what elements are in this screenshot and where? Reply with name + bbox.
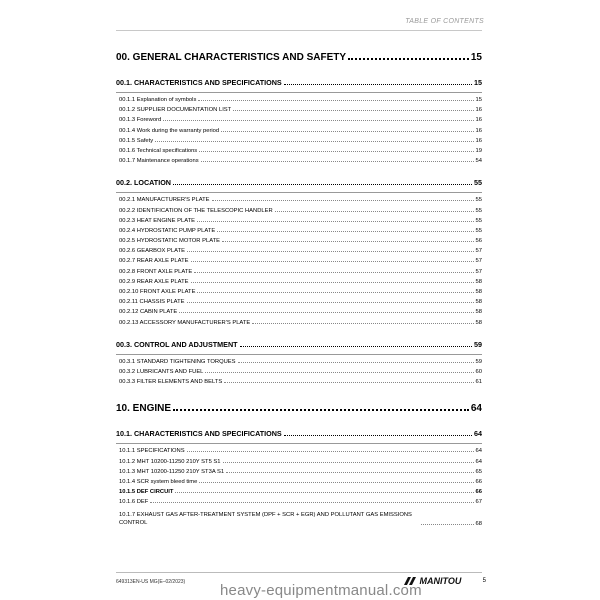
toc-item-label: 00.3.3 FILTER ELEMENTS AND BELTS (119, 379, 223, 386)
toc-item-label: 00.3.1 STANDARD TIGHTENING TORQUES (119, 358, 236, 365)
toc-item-page: 55 (475, 217, 482, 224)
leader-dots (252, 322, 473, 324)
leader-dots (155, 140, 473, 142)
toc-item[interactable] (116, 369, 482, 379)
toc-item-page: 19 (475, 147, 482, 154)
toc-item-page: 58 (475, 289, 482, 295)
toc-section-title: 00. GENERAL CHARACTERISTICS AND SAFETY (116, 52, 347, 63)
leader-dots (175, 491, 473, 493)
page-header-title: TABLE OF CONTENTS (405, 18, 484, 25)
toc-item-page: 59 (475, 358, 482, 365)
toc-item[interactable] (116, 117, 482, 127)
toc-item-label: 00.2.4 HYDROSTATIC PUMP PLATE (119, 227, 216, 234)
leader-dots (197, 291, 473, 293)
leader-dots (275, 210, 474, 212)
toc-item-page: 57 (475, 258, 482, 265)
toc-item-page: 66 (475, 478, 482, 485)
toc-item[interactable] (116, 97, 482, 107)
leader-dots (348, 57, 469, 60)
toc-subsection-00-1[interactable] (116, 78, 482, 90)
toc-item-page: 15 (475, 97, 482, 103)
toc-section-page: 64 (470, 403, 482, 415)
toc-subsection-title: 10.1. CHARACTERISTICS AND SPECIFICATIONS (116, 429, 282, 439)
toc-item-page: 54 (475, 158, 482, 165)
table-of-contents (116, 52, 482, 527)
toc-item-page: 64 (475, 458, 482, 465)
toc-item-page: 66 (475, 489, 482, 496)
leader-dots (150, 501, 473, 503)
toc-item-page: 67 (475, 499, 482, 506)
toc-item-label: 10.1.3 MHT 10200-11250 210Y ST3A S1 (119, 468, 225, 475)
toc-item-label: 00.1.5 Safety (119, 137, 154, 144)
subsection-rule (116, 354, 482, 355)
toc-item-page: 58 (475, 299, 482, 306)
leader-dots (217, 230, 473, 232)
toc-item-label: 00.1.1 Explanation of symbols (119, 97, 197, 103)
toc-item[interactable] (116, 509, 482, 527)
toc-item-label: 00.2.8 FRONT AXLE PLATE (119, 268, 193, 275)
toc-item[interactable] (116, 208, 482, 218)
toc-subsection-page: 59 (474, 339, 482, 349)
leader-dots (221, 130, 473, 132)
toc-item[interactable] (116, 218, 482, 228)
watermark: heavy-equipmentmanual.com (220, 582, 422, 599)
toc-item-page: 60 (475, 368, 482, 375)
toc-item-page: 64 (475, 448, 482, 455)
toc-item-label: 00.2.5 HYDROSTATIC MOTOR PLATE (119, 238, 221, 245)
toc-section-00[interactable] (116, 52, 482, 68)
toc-item-page: 55 (475, 207, 482, 214)
toc-item[interactable] (116, 148, 482, 158)
toc-item-page: 58 (475, 278, 482, 285)
toc-item-label: 00.2.12 CABIN PLATE (119, 309, 178, 316)
toc-item-label: 00.3.2 LUBRICANTS AND FUEL (119, 368, 204, 375)
toc-item[interactable] (116, 479, 482, 489)
toc-subsection-page: 55 (474, 178, 482, 188)
toc-subsection-title: 00.3. CONTROL AND ADJUSTMENT (116, 339, 238, 349)
leader-dots (173, 183, 472, 185)
toc-item-label: 00.2.1 MANUFACTURER'S PLATE (119, 197, 210, 204)
leader-dots (197, 220, 474, 222)
toc-subsection-00-3[interactable] (116, 340, 482, 352)
leader-dots (226, 471, 473, 473)
toc-item[interactable] (116, 128, 482, 138)
toc-item-page: 16 (475, 117, 482, 124)
toc-item[interactable] (116, 499, 482, 509)
toc-item-page: 57 (475, 248, 482, 255)
leader-dots (284, 83, 472, 85)
leader-dots (187, 301, 474, 303)
toc-item[interactable] (116, 269, 482, 279)
leader-dots (191, 260, 474, 262)
toc-item-label: 00.2.3 HEAT ENGINE PLATE (119, 217, 196, 224)
toc-item-label: 00.2.10 FRONT AXLE PLATE (119, 289, 196, 295)
leader-dots (187, 250, 474, 252)
toc-item-label: 00.1.2 SUPPLIER DOCUMENTATION LIST (119, 107, 232, 114)
toc-item-label: 10.1.1 SPECIFICATIONS (119, 448, 185, 455)
leader-dots (233, 109, 473, 111)
leader-dots (224, 381, 473, 383)
toc-subsection-page: 64 (474, 429, 482, 439)
toc-item-page: 58 (475, 309, 482, 316)
toc-item-label: 10.1.4 SCR system bleed time (119, 478, 198, 485)
toc-item-page: 16 (475, 107, 482, 114)
leader-dots (222, 240, 474, 242)
toc-item-page: 16 (475, 127, 482, 134)
toc-item[interactable] (116, 158, 482, 168)
toc-item[interactable] (116, 459, 482, 469)
subsection-rule (116, 443, 482, 444)
toc-item-label: 10.1.6 DEF (119, 499, 149, 506)
toc-item[interactable] (116, 469, 482, 479)
toc-item-label: 00.2.13 ACCESSORY MANUFACTURER'S PLATE (119, 319, 251, 326)
toc-subsection-10-1[interactable] (116, 429, 482, 441)
leader-dots (194, 271, 473, 273)
footer-divider (116, 572, 482, 573)
toc-item-label: 10.1.2 MHT 10200-11250 210Y ST5 S1 (119, 458, 221, 465)
toc-section-page: 15 (470, 52, 482, 63)
toc-item[interactable] (116, 299, 482, 309)
toc-item-page: 61 (475, 379, 482, 386)
toc-item[interactable] (116, 238, 482, 248)
toc-item-page: 57 (475, 268, 482, 275)
toc-item[interactable] (116, 289, 482, 299)
leader-dots (199, 150, 473, 152)
leader-dots (201, 160, 474, 162)
toc-item[interactable] (116, 107, 482, 117)
page-number: 5 (482, 578, 486, 584)
leader-dots (212, 199, 474, 201)
toc-item-page: 65 (475, 468, 482, 475)
toc-item-label: 00.1.3 Foreword (119, 117, 162, 124)
toc-item[interactable] (116, 379, 482, 389)
toc-item-label: 00.1.4 Work during the warranty period (119, 127, 220, 134)
toc-item-label: 00.2.9 REAR AXLE PLATE (119, 278, 189, 285)
toc-item[interactable] (116, 320, 482, 330)
leader-dots (198, 99, 473, 101)
toc-item-label: 10.1.7 EXHAUST GAS AFTER-TREATMENT SYSTEM (DPF + SCR + EGR) AND POLLUTANT GAS EMISSIONS CONTROL (119, 512, 412, 527)
toc-section-10[interactable] (116, 403, 482, 419)
toc-item-label: 00.2.6 GEARBOX PLATE (119, 248, 185, 255)
subsection-rule (116, 192, 482, 193)
leader-dots (205, 371, 473, 373)
toc-item-page: 55 (475, 227, 482, 234)
leader-dots (191, 281, 474, 283)
leader-dots (240, 345, 472, 347)
toc-item[interactable] (116, 138, 482, 148)
toc-section-title: 10. ENGINE (116, 403, 172, 415)
leader-dots (238, 361, 474, 363)
toc-item[interactable] (116, 489, 482, 499)
toc-item[interactable] (116, 228, 482, 238)
toc-item-label: 00.1.6 Technical specifications (119, 147, 198, 154)
toc-item[interactable] (116, 448, 482, 458)
leader-dots (173, 408, 469, 411)
subsection-rule (116, 92, 482, 93)
toc-item-page: 68 (475, 521, 482, 528)
toc-item-label: 00.2.2 IDENTIFICATION OF THE TELESCOPIC HANDLER (119, 207, 273, 214)
leader-dots (187, 450, 474, 452)
toc-item[interactable] (116, 248, 482, 258)
toc-item-label: 00.2.11 CHASSIS PLATE (119, 299, 185, 306)
toc-item[interactable] (116, 359, 482, 369)
toc-item-label: 10.1.5 DEF CIRCUIT (119, 489, 174, 496)
brand-name: MANITOU (419, 576, 462, 586)
toc-item-label: 00.1.7 Maintenance operations (119, 158, 199, 165)
leader-dots (199, 481, 473, 483)
toc-subsection-page: 15 (474, 78, 482, 87)
toc-item-page: 58 (475, 319, 482, 326)
toc-item[interactable] (116, 309, 482, 319)
leader-dots (284, 434, 472, 436)
toc-item[interactable] (116, 197, 482, 207)
toc-item-label: 00.2.7 REAR AXLE PLATE (119, 258, 189, 265)
header-divider (116, 30, 482, 31)
document-reference: 649313EN-US MG(E–02/2023) (116, 579, 186, 585)
leader-dots (223, 461, 474, 463)
toc-item-page: 16 (475, 137, 482, 144)
toc-item-page: 55 (475, 197, 482, 204)
toc-item[interactable] (116, 279, 482, 289)
leader-dots (163, 119, 473, 121)
toc-subsection-title: 00.1. CHARACTERISTICS AND SPECIFICATIONS (116, 78, 282, 87)
toc-item-page: 56 (475, 238, 482, 245)
toc-subsection-title: 00.2. LOCATION (116, 178, 171, 188)
leader-dots (179, 311, 473, 313)
leader-dots (421, 523, 474, 525)
toc-subsection-00-2[interactable] (116, 178, 482, 190)
toc-item[interactable] (116, 258, 482, 268)
